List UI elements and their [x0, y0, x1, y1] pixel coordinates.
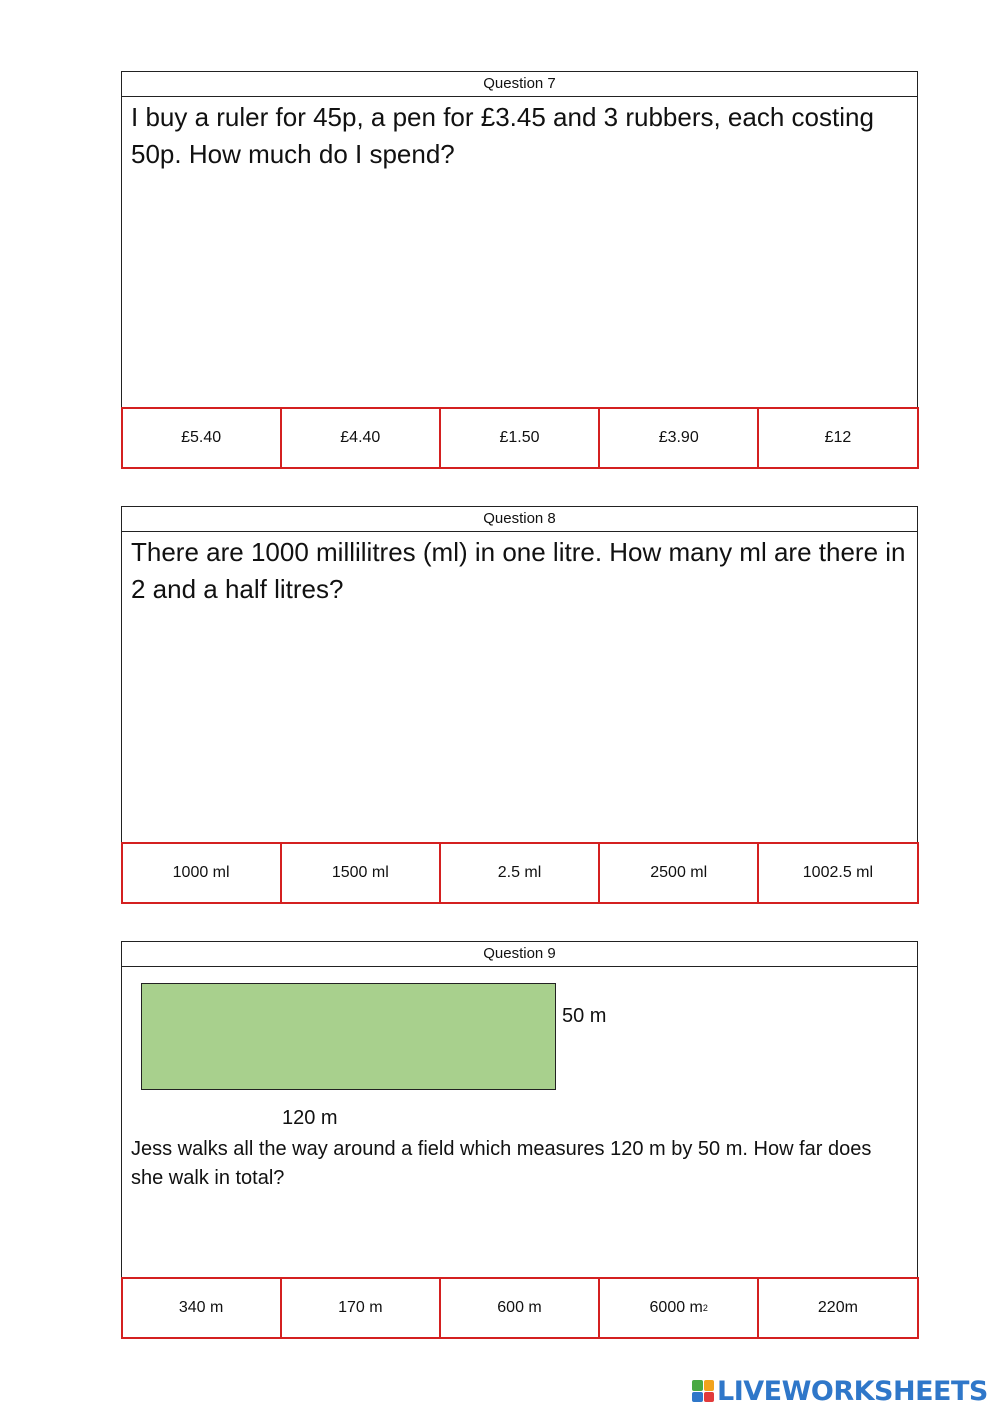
question-header: Question 9	[122, 942, 917, 967]
answer-option[interactable]: 1500 ml	[282, 844, 441, 902]
question-header: Question 8	[122, 507, 917, 532]
question-card-7	[121, 71, 918, 468]
liveworksheets-logo	[692, 1376, 988, 1406]
logo-grid-icon	[692, 1380, 714, 1402]
answer-option[interactable]: 1000 ml	[123, 844, 282, 902]
question-card-9	[121, 941, 918, 1338]
question-text: Jess walks all the way around a field which measures 120 m by 50 m. How far does she walk in total?	[131, 1138, 872, 1189]
question-body	[122, 532, 917, 902]
answer-option[interactable]: £3.90	[600, 409, 759, 467]
squared-superscript: 2	[702, 1302, 708, 1313]
answer-option[interactable]: £4.40	[282, 409, 441, 467]
question-header: Question 7	[122, 72, 917, 97]
answer-option[interactable]: £1.50	[441, 409, 600, 467]
answer-option[interactable]: £5.40	[123, 409, 282, 467]
answer-option[interactable]: 170 m	[282, 1279, 441, 1337]
question-text: I buy a ruler for 45p, a pen for £3.45 and 3 rubbers, each costing 50p. How much do I spend?	[131, 102, 874, 169]
answer-option[interactable]: 340 m	[123, 1279, 282, 1337]
answer-option[interactable]: 220m	[759, 1279, 916, 1337]
answer-option[interactable]: 2.5 ml	[441, 844, 600, 902]
answer-option[interactable]: 1002.5 ml	[759, 844, 916, 902]
answer-option[interactable]: 600 m	[441, 1279, 600, 1337]
answer-row	[121, 1277, 919, 1339]
answer-option[interactable]: 2500 ml	[600, 844, 759, 902]
field-width-label: 120 m	[282, 1107, 338, 1129]
question-body	[122, 967, 917, 1337]
question-text: There are 1000 millilitres (ml) in one litre. How many ml are there in 2 and a half litres?	[131, 537, 906, 604]
question-body	[122, 97, 917, 467]
answer-row	[121, 842, 919, 904]
logo-text: LIVEWORKSHEETS	[717, 1375, 988, 1407]
answer-row	[121, 407, 919, 469]
field-rectangle-diagram	[141, 983, 556, 1090]
field-height-label: 50 m	[562, 1005, 607, 1027]
answer-option[interactable]: £12	[759, 409, 916, 467]
answer-option-text: 6000 m	[649, 1298, 703, 1316]
answer-option[interactable]	[600, 1279, 759, 1337]
question-card-8	[121, 506, 918, 903]
